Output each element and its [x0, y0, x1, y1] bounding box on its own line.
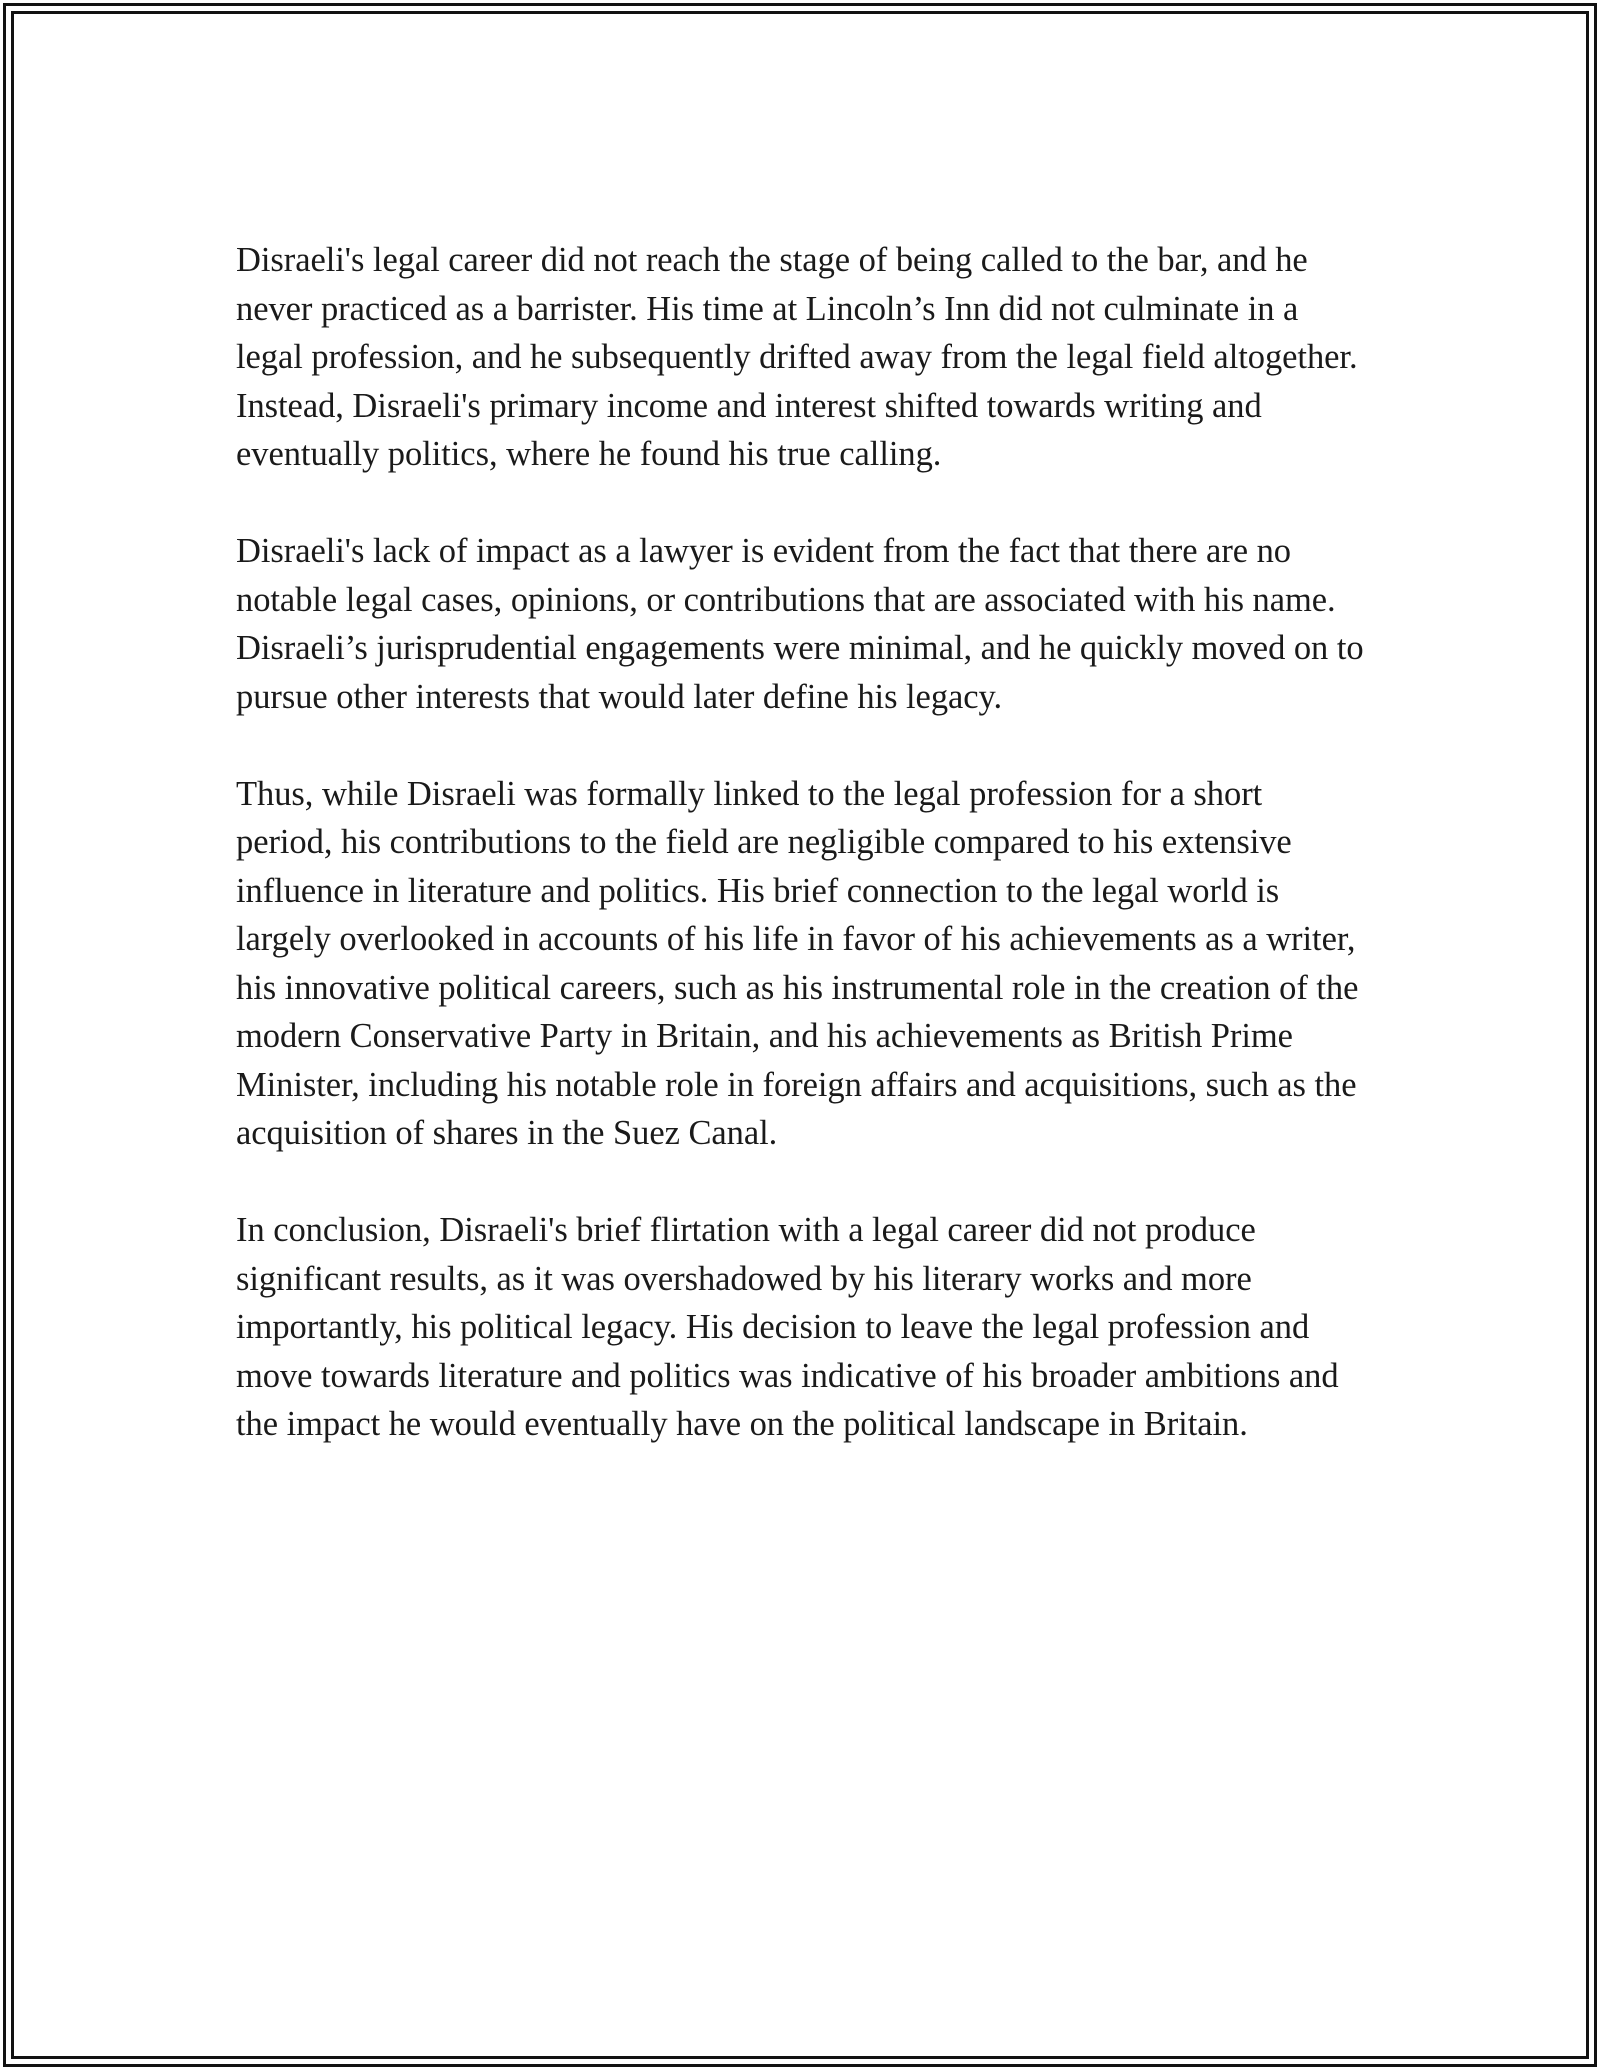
paragraph-legacy-overview: Thus, while Disraeli was formally linked to the legal profession for a short period, his contributions to the field are negligible compared to his extensive influence in literature and politics. His brief connection to the legal world is largely overlooked in accounts of his life in favor of his achievements as a writer, his innovative political careers, such as his instrumental role in the creation of the modern Conservative Party in Britain, and his achievements as British Prime Minister, including his notable role in foreign affairs and acquisitions, such as the acquisition of shares in the Suez Canal.: [236, 774, 1359, 1152]
paragraph-conclusion: In conclusion, Disraeli's brief flirtation with a legal career did not produce significant results, as it was overshadowed by his literary works and more importantly, his political legacy. His decision to leave the legal profession and move towards literature and politics was indicative of his broader ambitions and the impact he would eventually have on the political landscape in Britain.: [236, 1211, 1339, 1443]
paragraph-legal-career: Disraeli's legal career did not reach the stage of being called to the bar, and he never practiced as a barrister. His time at Lincoln’s Inn did not culminate in a legal profession, and he subsequently drifted away from the legal field altogether. Instead, Disraeli's primary income and interest shifted towards writing and eventually politics, where he found his true calling.: [236, 241, 1358, 473]
document-body: [236, 236, 1366, 1449]
paragraph-lack-of-impact: Disraeli's lack of impact as a lawyer is evident from the fact that there are no notable legal cases, opinions, or contributions that are associated with his name. Disraeli’s jurisprudential engagements were minimal, and he quickly moved on to pursue other interests that would later define his legacy.: [236, 532, 1364, 716]
